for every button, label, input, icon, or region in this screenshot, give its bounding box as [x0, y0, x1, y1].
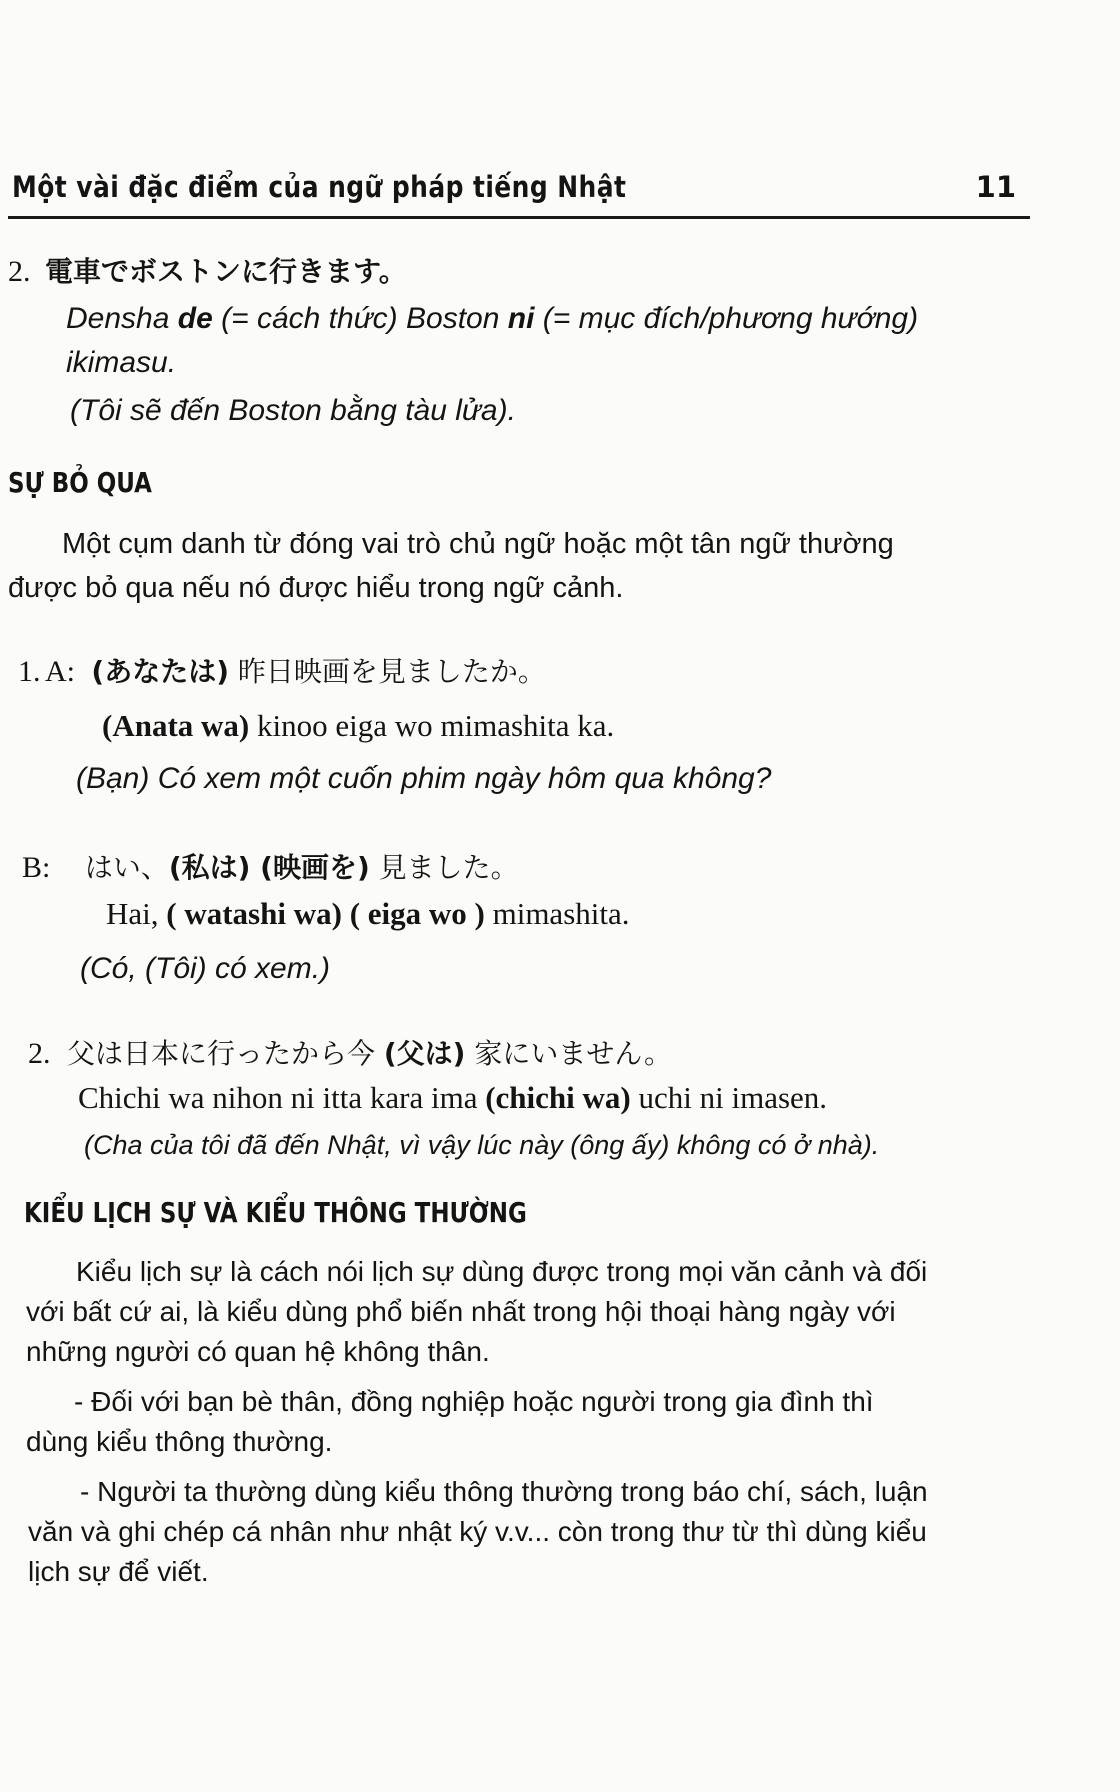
dialogue-a-line [18, 650, 546, 690]
example-2-line [28, 1032, 672, 1072]
chapter-title: Một vài đặc điểm của ngữ pháp tiếng Nhật [12, 170, 627, 204]
japanese-text: 家にいません。 [465, 1037, 673, 1070]
section-heading-omission: SỰ BỎ QUA [8, 466, 152, 499]
romaji-text: Chichi wa nihon ni itta kara ima [78, 1080, 486, 1115]
japanese-sentence: 昨日映画を見ましたか。 [229, 655, 546, 688]
paragraph-line: dùng kiểu thông thường. [26, 1426, 333, 1457]
romaji-line [106, 896, 630, 932]
dialogue-b-line [22, 846, 519, 886]
example-number: 2. [28, 1037, 51, 1070]
translation-line: (Tôi sẽ đến Boston bằng tàu lửa). [70, 394, 516, 427]
romaji-text: (= mục đích/phương hướng) [534, 302, 919, 335]
romaji-text: Hai, [106, 896, 167, 931]
page-header [8, 166, 1030, 219]
particle-de: de [177, 302, 213, 335]
example-number: 2. [8, 255, 31, 288]
romaji-text: (= cách thức) Boston [212, 302, 508, 335]
romaji-text: uchi ni imasen. [630, 1080, 828, 1115]
page-number: 11 [975, 170, 1016, 204]
romaji-line-2: ikimasu. [66, 346, 177, 379]
romaji-text: Densha [66, 302, 178, 335]
japanese-text: はい、 [84, 851, 169, 884]
romaji-line [78, 1080, 827, 1116]
romaji-line [102, 708, 614, 744]
omitted-object: (映画を) [250, 851, 370, 884]
paragraph-line: - Người ta thường dùng kiểu thông thường trong báo chí, sách, luận [80, 1476, 928, 1507]
speaker-a: A: [44, 655, 75, 688]
example-top-line [8, 250, 407, 290]
paragraph-line: - Đối với bạn bè thân, đồng nghiệp hoặc người trong gia đình thì [74, 1386, 874, 1417]
romaji-text: mimashita. [484, 896, 630, 931]
translation-line: (Cha của tôi đã đến Nhật, vì vậy lúc này (ông ấy) không có ở nhà). [84, 1130, 880, 1160]
japanese-text: 父は日本に行ったから今 [66, 1037, 384, 1070]
omitted-subject: (あなたは) [91, 655, 230, 688]
paragraph-line: những người có quan hệ không thân. [26, 1336, 490, 1367]
romaji-line [66, 302, 918, 336]
particle-ni: ni [507, 302, 535, 335]
omitted-subject-romaji: (Anata wa) [102, 708, 250, 743]
omitted-subject-romaji: ( watashi wa) [166, 896, 342, 931]
omitted-subject-romaji: (chichi wa) [485, 1080, 631, 1115]
paragraph-line: Một cụm danh từ đóng vai trò chủ ngữ hoặc một tân ngữ thường [62, 528, 894, 560]
romaji-text: kinoo eiga wo mimashita ka. [249, 708, 615, 743]
paragraph-line: văn và ghi chép cá nhân như nhật ký v.v... còn trong thư từ thì dùng kiểu [28, 1516, 927, 1547]
omitted-subject: (父は) [383, 1037, 466, 1070]
speaker-b: B: [22, 851, 51, 884]
paragraph-line: được bỏ qua nếu nó được hiểu trong ngữ cảnh. [8, 572, 624, 604]
translation-line: (Có, (Tôi) có xem.) [80, 952, 331, 985]
section-heading-polite: KIỂU LỊCH SỰ VÀ KIỂU THÔNG THƯỜNG [24, 1196, 527, 1229]
omitted-subject: (私は) [168, 851, 251, 884]
japanese-text: 見ました。 [369, 851, 519, 884]
paragraph-line: với bất cứ ai, là kiểu dùng phổ biến nhất trong hội thoại hàng ngày với [26, 1296, 896, 1327]
example-number: 1. [18, 655, 41, 688]
japanese-sentence: 電車でボストンに行きます。 [44, 255, 407, 288]
paragraph-line: lịch sự để viết. [28, 1556, 209, 1587]
paragraph-line: Kiểu lịch sự là cách nói lịch sự dùng được trong mọi văn cảnh và đối [76, 1256, 928, 1287]
translation-line: (Bạn) Có xem một cuốn phim ngày hôm qua không? [76, 762, 772, 795]
omitted-object-romaji: ( eiga wo ) [341, 896, 485, 931]
